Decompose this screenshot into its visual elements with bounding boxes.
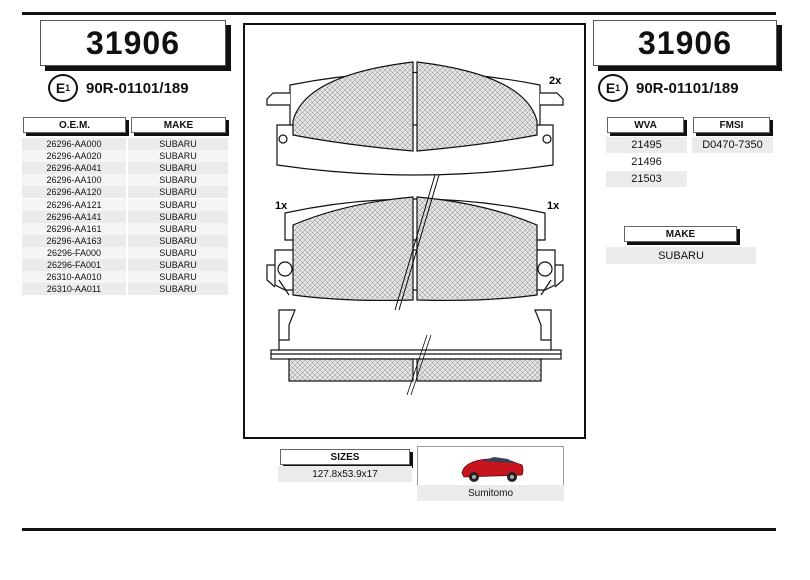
car-icon [418,447,563,485]
oem-make: SUBARU [128,259,228,271]
oem-number: 26296-AA121 [22,199,126,211]
oem-number: 26296-AA120 [22,186,126,198]
ece-mark-icon: E 1 [598,74,628,102]
oem-make: SUBARU [128,186,228,198]
oem-number: 26296-AA163 [22,235,126,247]
oem-make: SUBARU [128,235,228,247]
oem-make: SUBARU [128,138,228,150]
approval-number-right: 90R-01101/189 [636,79,739,97]
qty-top: 2x [549,75,562,87]
approval-right [598,74,739,102]
make-header: MAKE [131,117,226,133]
brake-pad-drawing [243,23,586,439]
fmsi-header: FMSI [693,117,770,133]
wva-value: 21495 [606,137,687,153]
oem-make: SUBARU [128,271,228,283]
oem-number: 26296-AA020 [22,150,126,162]
oem-number: 26296-AA100 [22,174,126,186]
part-number-left: 31906 [40,20,226,66]
wva-header: WVA [607,117,684,133]
wva-value: 21496 [606,154,687,170]
make-right-header: MAKE [624,226,737,242]
photo-caption: Sumitomo [417,485,564,501]
oem-make: SUBARU [128,174,228,186]
oem-make: SUBARU [128,283,228,295]
sizes-value: 127.8x53.9x17 [278,466,412,482]
oem-make: SUBARU [128,162,228,174]
oem-make: SUBARU [128,211,228,223]
fmsi-value: D0470-7350 [692,137,773,153]
oem-make: SUBARU [128,247,228,259]
oem-number: 26296-AA161 [22,223,126,235]
oem-number: 26310-AA011 [22,283,126,295]
pad-side-view [271,310,561,381]
pad-top-view [267,62,563,175]
part-number-right: 31906 [593,20,777,66]
oem-number: 26296-AA041 [22,162,126,174]
oem-make: SUBARU [128,150,228,162]
oem-number: 26310-AA010 [22,271,126,283]
make-right-value: SUBARU [606,247,756,264]
sizes-header: SIZES [280,449,410,465]
brake-pad-diagram [245,25,584,437]
oem-number: 26296-AA000 [22,138,126,150]
bottom-rule [22,528,776,531]
approval-left [48,74,189,102]
oem-make: SUBARU [128,223,228,235]
top-rule [22,12,776,15]
oem-number: 26296-FA001 [22,259,126,271]
oem-make: SUBARU [128,199,228,211]
oem-header: O.E.M. [23,117,126,133]
vehicle-photo [417,446,564,486]
approval-number-left: 90R-01101/189 [86,79,189,97]
pad-front-view [267,197,563,300]
wva-value: 21503 [606,171,687,187]
qty-left: 1x [275,200,288,212]
oem-number: 26296-AA141 [22,211,126,223]
qty-right: 1x [547,200,560,212]
oem-number: 26296-FA000 [22,247,126,259]
ece-mark-icon: E 1 [48,74,78,102]
